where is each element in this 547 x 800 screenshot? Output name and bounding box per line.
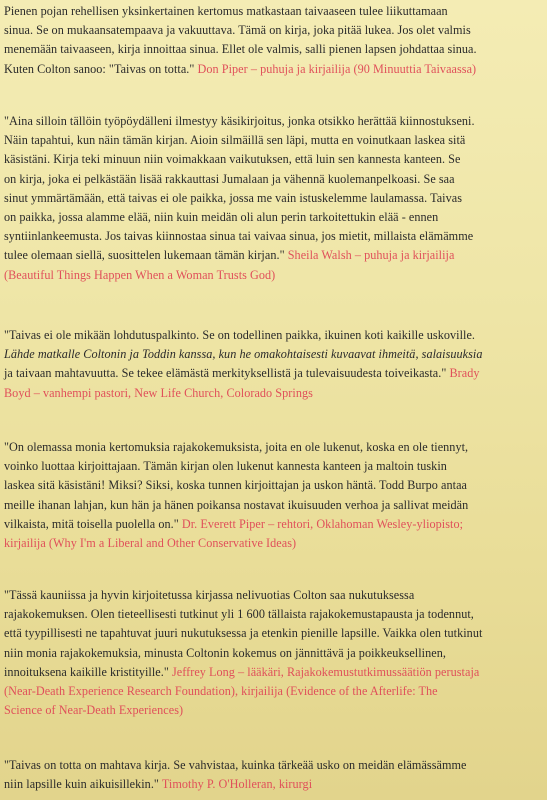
quote-last-line: [4, 60, 545, 79]
quote-attribution: Timothy P. O'Holleran, kirurgi: [161, 777, 313, 792]
quote-line: että tyypillisesti ne tapahtuvat juuri nukutuksessa ja etenkin pienille lapsille. Vaikka olen tutkinut: [4, 626, 483, 641]
quote-line: vilkaista, mitä toisella puolella on.": [4, 516, 179, 531]
quote-attribution: Dr. Everett Piper – rehtori, Oklahoman Wesley-yliopisto;: [181, 516, 464, 531]
quote-line: käsistäni. Kirja teki minuun niin voimakkaan vaikutuksen, että luin sen kannesta kanteen. Se: [4, 152, 461, 167]
quote-line: "Aina silloin tällöin työpöydälleni ilmestyy käsikirjoitus, jonka otsikko herättää kiinnostukseni.: [4, 114, 475, 128]
quote-line: sinua. Se on mukaansatempaava ja vakuuttava. Tämä on kirja, joka pitää lukea. Jos olet valmis: [4, 23, 471, 38]
quote-line: on kirja, joka ei pelkästään lisää rakkauttasi Jumalaan ja vähennä kuolemanpelkoasi. Se saa: [4, 171, 455, 186]
quote-attribution-cont: (Beautiful Things Happen When a Woman Trusts God): [4, 267, 276, 282]
quote-line: innoituksena kaikille kristityille.": [4, 664, 169, 679]
endorsement-quote-6: [4, 756, 545, 794]
quote-line: rajakokemuksen. Olen tieteellisesti tutkinut yli 1 600 tällaista rajakokemustapausta ja todennut,: [4, 607, 474, 622]
quote-line: voinko luottaa kirjoittajaan. Tämän kirjan olen lukenut kannesta kanteen ja maltoin tuskin: [4, 459, 447, 474]
quote-attribution-cont: (Near-Death Experience Research Foundation), kirjailija (Evidence of the Afterlife: The: [4, 684, 438, 699]
quote-line: syntiinlankeemusta. Jos taivas kiinnostaa sinua tai vaivaa sinua, jos mietit, millaista elämämme: [4, 229, 474, 244]
quote-attribution: Sheila Walsh – puhuja ja kirjailija: [287, 248, 455, 263]
quote-line: Pienen pojan rehellisen yksinkertainen kertomus matkastaan taivaaseen tulee liikuttamaan: [4, 4, 448, 18]
quote-line: "Taivas ei ole mikään lohdutuspalkinto. Se on todellinen paikka, ikuinen koti kaikille uskoville.: [4, 328, 475, 342]
quote-attribution: Jeffrey Long – lääkäri, Rajakokemustutkimussäätiön perustaja: [171, 664, 480, 679]
quote-line: ja taivaan mahtavuutta. Se tekee elämästä merkityksellistä ja tulevaisuudesta toiveikasta.": [4, 366, 447, 381]
quote-attribution: Don Piper – puhuja ja kirjailija (90 Minuuttia Taivaassa): [197, 61, 477, 76]
quote-line: niin monia rajakokemuksia, minusta Coltonin kokemus on jännittävä ja poikkeuksellinen,: [4, 645, 446, 660]
quote-last-line: [4, 246, 545, 265]
endorsement-quote-2: [4, 112, 545, 285]
quote-line: "On olemassa monia kertomuksia rajakokemuksista, joita en ole lukenut, koska en ole tiennyt,: [4, 440, 469, 454]
quote-line: on paikka, jossa alamme elää, niin kuin meidän oli alun perin tarkoitettukin elää - ennen: [4, 210, 439, 225]
quote-attribution: Brady: [449, 366, 480, 381]
quote-line: Näin tapahtui, kun näin tämän kirjan. Aioin silmäillä sen läpi, mutta en voinutkaan laskea sitä: [4, 133, 466, 148]
quote-line: meille ihanan lahjan, kun hän ja hänen poikansa nostavat ikuisuuden verhoa ja sallivat meidän: [4, 497, 469, 512]
quote-line: Kuten Colton sanoo: "Taivas on totta.": [4, 61, 195, 76]
quote-last-line: [4, 364, 545, 383]
endorsement-quote-5: [4, 586, 545, 720]
quote-line: "Tässä kauniissa ja hyvin kirjoitetussa kirjassa nelivuotias Colton saa nukutuksessa: [4, 588, 415, 602]
quote-line: niin lapsille kuin aikuisillekin.": [4, 777, 159, 792]
quote-last-line: [4, 663, 545, 682]
quote-attribution-cont: kirjailija (Why I'm a Liberal and Other Conservative Ideas): [4, 536, 297, 551]
endorsement-quote-3: [4, 326, 545, 403]
quote-line: menemään taivaaseen, kirja innoittaa sinua. Ellet ole valmis, salli pienen lapsen johdattaa sinua.: [4, 42, 477, 57]
quote-line: "Taivas on totta on mahtava kirja. Se vahvistaa, kuinka tärkeää usko on meidän elämässämme: [4, 758, 467, 772]
quote-line: laskea sitä käsistäni! Miksi? Siksi, koska tunnen kirjoittajan ja uskon häntä. Todd Burpo antaa: [4, 478, 467, 493]
quote-attribution-cont: Boyd – vanhempi pastori, New Life Church, Colorado Springs: [4, 385, 313, 400]
quote-last-line: [4, 515, 545, 534]
quote-line: Lähde matkalle Coltonin ja Toddin kanssa, kun he omakohtaisesti kuvaavat ihmeitä, salaisuuksia: [4, 347, 483, 362]
endorsement-quote-1: [4, 2, 545, 79]
quote-attribution-cont: Science of Near-Death Experiences): [4, 703, 184, 718]
quote-line: tulee olemaan siellä, suosittelen lukemaan tämän kirjan.": [4, 248, 285, 263]
endorsement-quote-4: [4, 438, 545, 553]
quote-last-line: [4, 775, 545, 794]
quote-line: sinut ymmärtämään, että taivas ei ole paikka, jossa me vain istuskelemme laulamassa. Taivas: [4, 190, 463, 205]
